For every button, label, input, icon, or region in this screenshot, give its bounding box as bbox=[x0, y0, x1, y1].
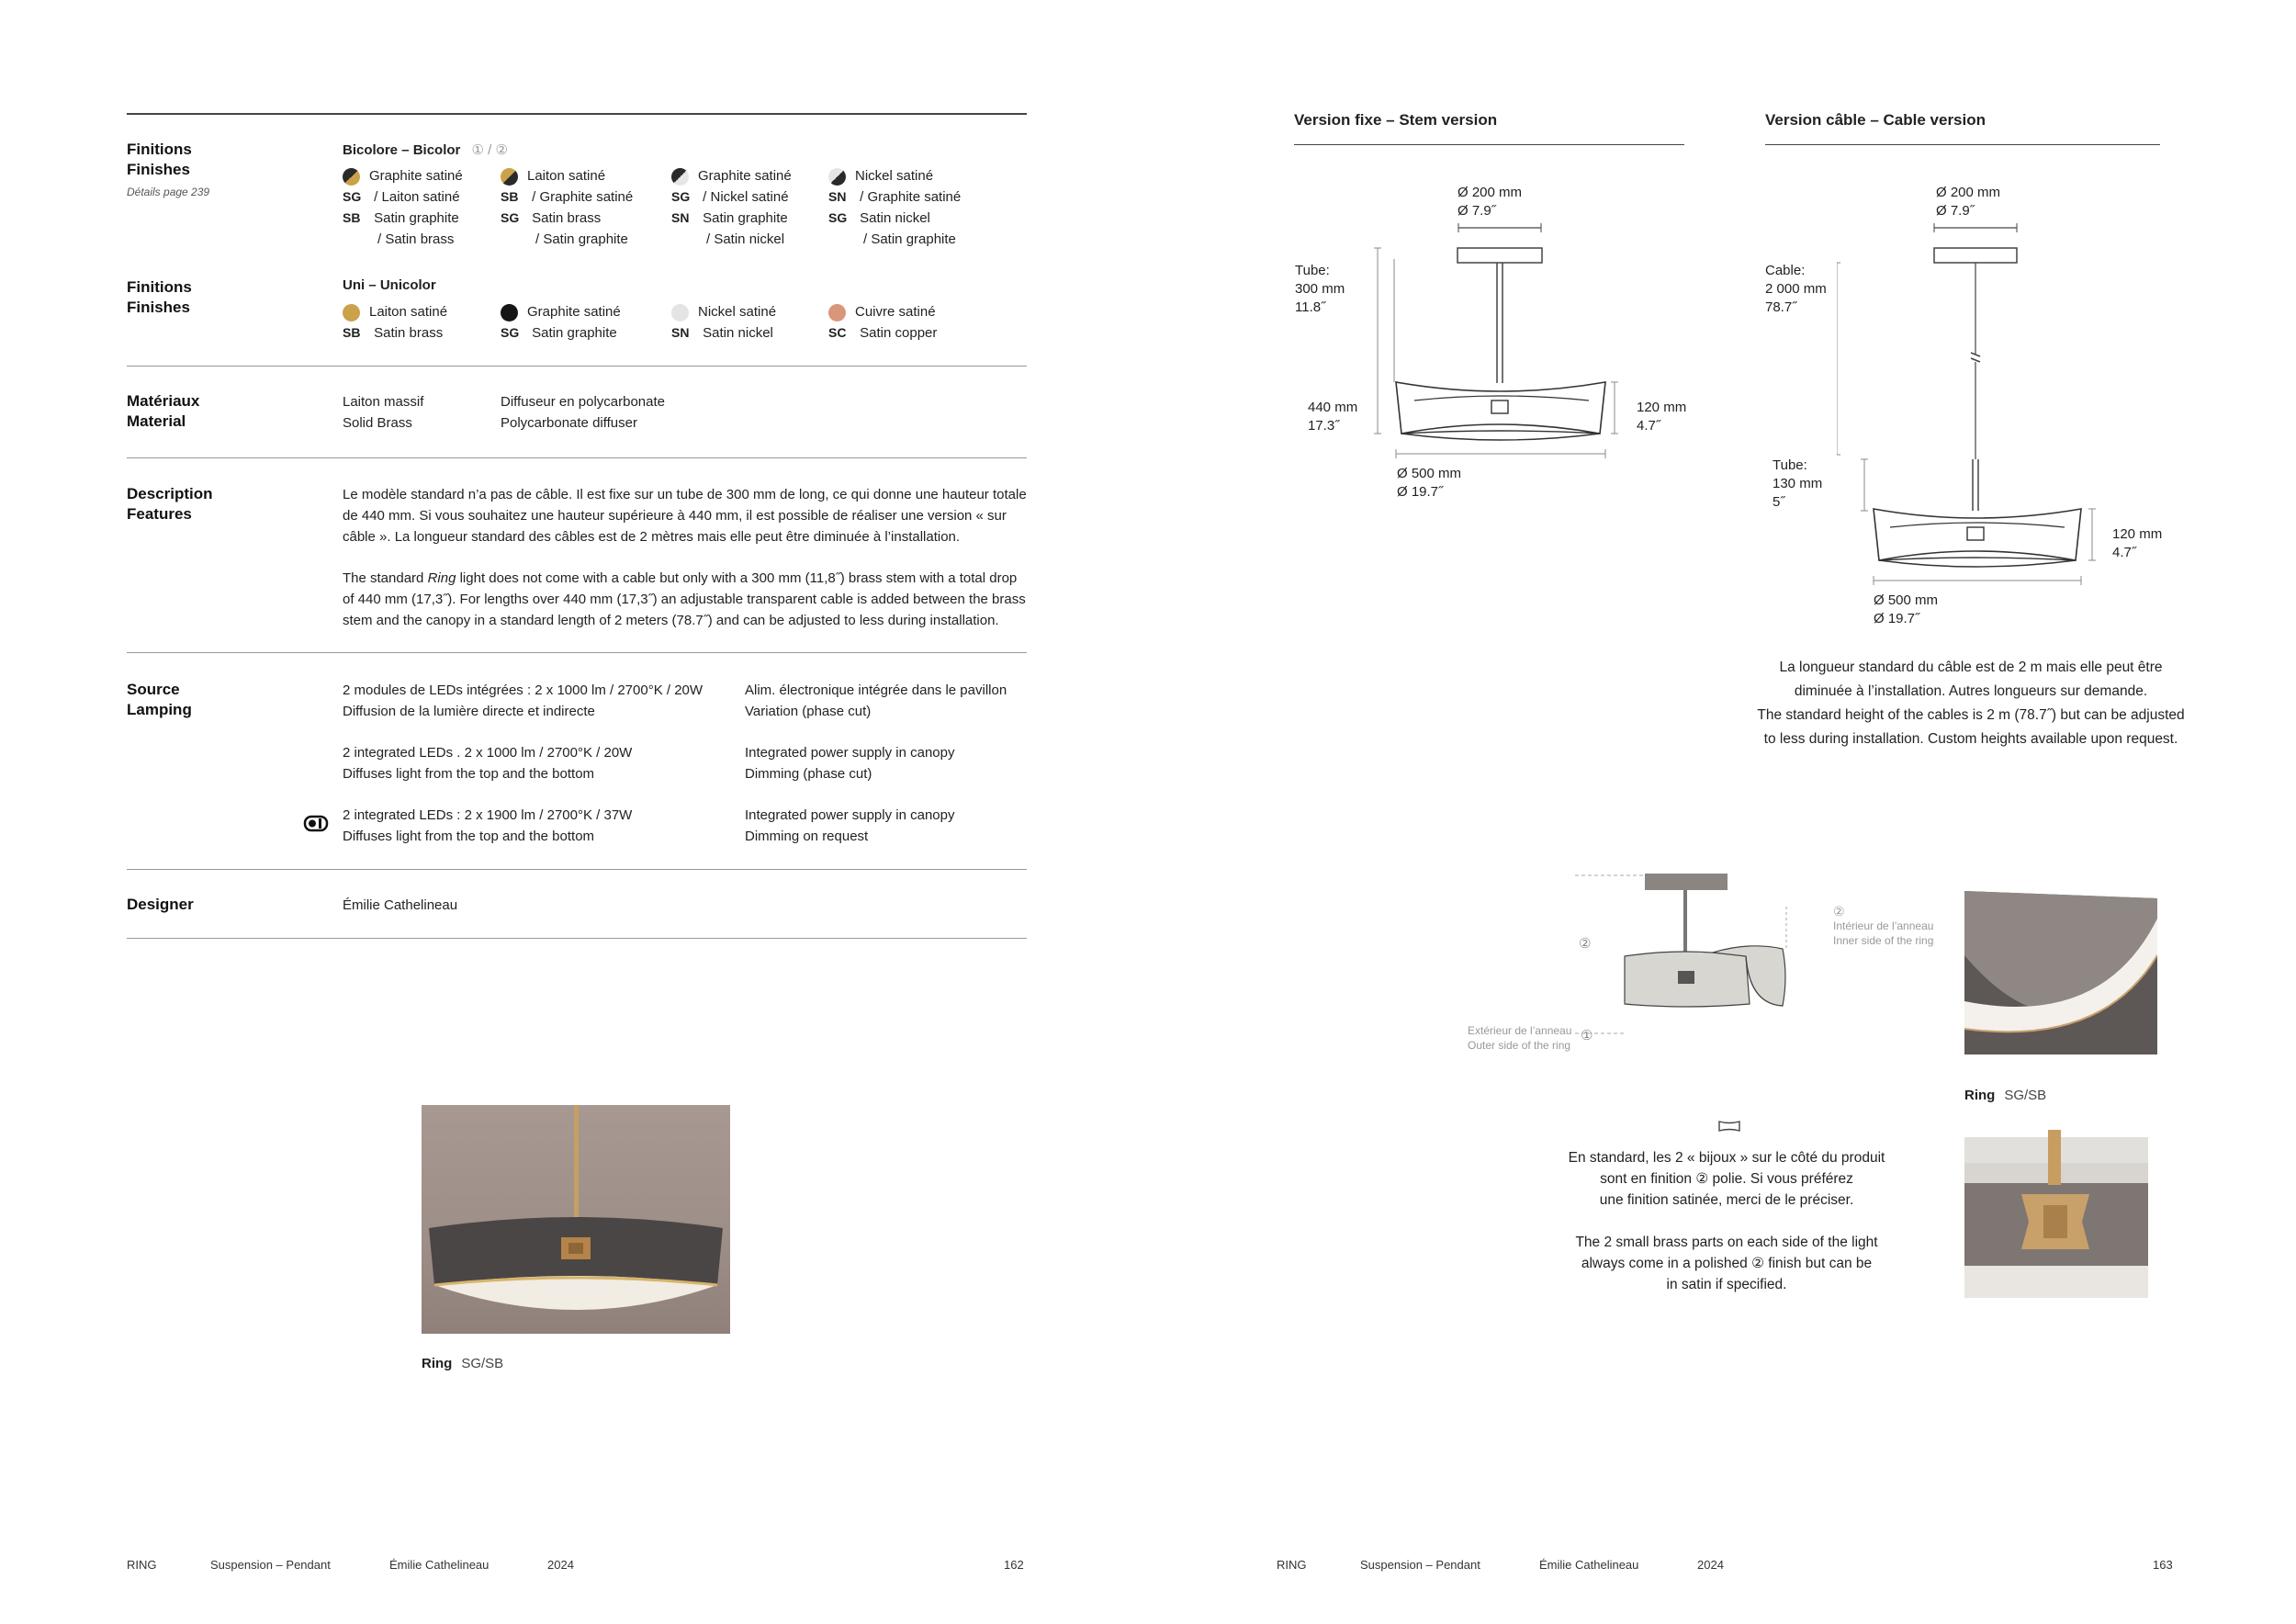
bicolor-swatch-icon bbox=[343, 168, 360, 186]
divider bbox=[127, 457, 1027, 458]
bicolor-finish-3: Graphite satiné SG / Nickel satiné SN Satin graphite / Satin nickel bbox=[671, 168, 792, 247]
stem-version-title: Version fixe – Stem version bbox=[1294, 111, 1498, 129]
section-label-designer: Designer bbox=[127, 896, 194, 913]
swatch-copper-icon bbox=[828, 304, 846, 321]
footer-designer: Émilie Cathelineau bbox=[1539, 1558, 1639, 1572]
bicolor-swatch-icon bbox=[501, 168, 518, 186]
jewel-note-en: The 2 small brass parts on each side of the light always come in a polished ② finish but can be in satin if specified. bbox=[1575, 1235, 1878, 1292]
bicolor-heading: Bicolore – Bicolor ① / ② bbox=[343, 142, 508, 158]
bicolor-swatch-icon bbox=[671, 168, 689, 186]
cable-version-title: Version câble – Cable version bbox=[1765, 111, 1986, 129]
product-photo bbox=[422, 1105, 730, 1334]
swatch-graphite-icon bbox=[501, 304, 518, 321]
stem-canopy-dimension: Ø 200 mm Ø 7.9˝ bbox=[1458, 185, 1523, 219]
footer-year: 2024 bbox=[547, 1558, 574, 1572]
dimming-icon bbox=[303, 814, 331, 834]
unicolor-heading: Uni – Unicolor bbox=[343, 277, 436, 293]
unicolor-finish-1: Laiton satiné SB Satin brass bbox=[343, 304, 448, 341]
footer-year: 2024 bbox=[1697, 1558, 1724, 1572]
unicolor-finish-3: Nickel satiné SN Satin nickel bbox=[671, 304, 777, 341]
description-fr: Le modèle standard n’a pas de câble. Il est fixe sur un tube de 300 mm de long, ce qui donne une hauteur totale de 440 mm. Si vous souhaitez une hauteur supérieure à 440 mm, il est possible de réaliser une version « sur câble ». La longueur standard des câbles est de 2 mètres mais elle peut être diminuée à l’installation. bbox=[343, 487, 1027, 545]
lamping-row-1: 2 modules de LEDs intégrées : 2 x 1000 lm / 2700°K / 20W Diffusion de la lumière directe et indirecte bbox=[343, 682, 703, 719]
stem-version-drawing bbox=[1368, 220, 1644, 468]
detail-mark-2: ② bbox=[1579, 936, 1592, 952]
footer-designer: Émilie Cathelineau bbox=[389, 1558, 490, 1572]
section-label-materials: Matériaux Material bbox=[127, 392, 200, 430]
cable-shade-width: Ø 500 mm Ø 19.7˝ bbox=[1874, 592, 1939, 626]
bicolor-finish-4: Nickel satiné SN / Graphite satiné SG Satin nickel / Satin graphite bbox=[828, 168, 962, 247]
top-rule bbox=[127, 113, 1027, 115]
stem-shade-height: 120 mm 4.7˝ bbox=[1637, 400, 1687, 434]
cable-tube-dimension: Tube: 130 mm 5˝ bbox=[1773, 457, 1823, 510]
bicolor-swatch-icon bbox=[828, 168, 846, 186]
divider bbox=[127, 652, 1027, 653]
swatch-nickel-icon bbox=[671, 304, 689, 321]
detail-mark-1: ① bbox=[1581, 1028, 1593, 1043]
designer-name: Émilie Cathelineau bbox=[343, 897, 458, 913]
divider bbox=[127, 366, 1027, 367]
footer-category: Suspension – Pendant bbox=[1360, 1558, 1480, 1572]
material-diffuser: Diffuseur en polycarbonate Polycarbonate diffuser bbox=[501, 394, 666, 431]
detail-outer-label: Extérieur de l’anneau Outer side of the ring bbox=[1468, 1024, 1572, 1052]
cable-length-dimension: Cable: 2 000 mm 78.7˝ bbox=[1765, 263, 1827, 315]
lamping-row-2-power: Integrated power supply in canopy Dimming (phase cut) bbox=[745, 745, 955, 782]
section-label-finishes-bicolor: Finitions Finishes Détails page 239 bbox=[127, 141, 210, 198]
stem-total-height: 440 mm 17.3˝ bbox=[1308, 400, 1358, 434]
jewel-closeup-photo bbox=[1964, 1130, 2148, 1298]
footer-page-number: 162 bbox=[1004, 1558, 1024, 1572]
cable-version-drawing bbox=[1837, 220, 2122, 597]
detail-inner-label: ② Intérieur de l’anneau Inner side of the ring bbox=[1833, 904, 1934, 947]
lamping-row-3: 2 integrated LEDs : 2 x 1900 lm / 2700°K / 37W Diffuses light from the top and the bottom bbox=[343, 807, 633, 844]
lamping-row-3-power: Integrated power supply in canopy Dimming on request bbox=[745, 807, 955, 844]
divider bbox=[127, 869, 1027, 870]
bicolor-finish-2: Laiton satiné SB / Graphite satiné SG Satin brass / Satin graphite bbox=[501, 168, 634, 247]
stem-shade-width: Ø 500 mm Ø 19.7˝ bbox=[1397, 466, 1462, 500]
description-en: The standard Ring light does not come with a cable but only with a 300 mm (11,8˝) brass stem with a total drop of 440 mm (17,3˝). For lengths over 440 mm (17,3˝) an adjustable transparent cable is added between the brass stem and the canopy in a standard length of 2 meters (78.7˝) and can be adjusted to less during installation. bbox=[343, 570, 1026, 628]
cable-canopy-dimension: Ø 200 mm Ø 7.9˝ bbox=[1936, 185, 2001, 219]
section-label-lamping: Source Lamping bbox=[127, 681, 192, 718]
jewel-icon bbox=[1717, 1120, 1741, 1133]
closeup-caption: Ring SG/SB bbox=[1964, 1088, 2047, 1103]
jewel-note-fr: En standard, les 2 « bijoux » sur le côté du produit sont en finition ② polie. Si vous préférez une finition satinée, merci de le préciser. bbox=[1568, 1150, 1885, 1208]
footer-product: RING bbox=[127, 1558, 157, 1572]
ring-closeup-photo bbox=[1964, 891, 2157, 1056]
footer-category: Suspension – Pendant bbox=[210, 1558, 331, 1572]
cable-shade-height: 120 mm 4.7˝ bbox=[2112, 526, 2163, 560]
lamping-row-2: 2 integrated LEDs . 2 x 1000 lm / 2700°K / 20W Diffuses light from the top and the bottom bbox=[343, 745, 633, 782]
swatch-brass-icon bbox=[343, 304, 360, 321]
material-brass: Laiton massif Solid Brass bbox=[343, 394, 424, 431]
cable-length-note: La longueur standard du câble est de 2 m mais elle peut être diminuée à l’installation. Autres longueurs sur demande. The standard height of the cables is 2 m (78.7˝) but can be adjusted to less during installation. Custom heights available upon request. bbox=[1757, 660, 2185, 747]
unicolor-finish-4: Cuivre satiné SC Satin copper bbox=[828, 304, 938, 341]
cable-title-rule bbox=[1765, 144, 2160, 145]
bicolor-finish-1: Graphite satiné SG / Laiton satiné SB Satin graphite / Satin brass bbox=[343, 168, 463, 247]
finish-detail-drawing bbox=[1575, 868, 1851, 1070]
section-label-finishes-unicolor: Finitions Finishes bbox=[127, 278, 192, 316]
section-label-description: Description Features bbox=[127, 485, 213, 523]
footer-product: RING bbox=[1277, 1558, 1307, 1572]
lamping-row-1-power: Alim. électronique intégrée dans le pavillon Variation (phase cut) bbox=[745, 682, 1007, 719]
stem-tube-dimension: Tube: 300 mm 11.8˝ bbox=[1295, 263, 1345, 315]
unicolor-finish-2: Graphite satiné SG Satin graphite bbox=[501, 304, 621, 341]
footer-page-number: 163 bbox=[2153, 1558, 2173, 1572]
stem-title-rule bbox=[1294, 144, 1684, 145]
divider bbox=[127, 938, 1027, 939]
photo-caption: Ring SG/SB bbox=[422, 1356, 504, 1371]
